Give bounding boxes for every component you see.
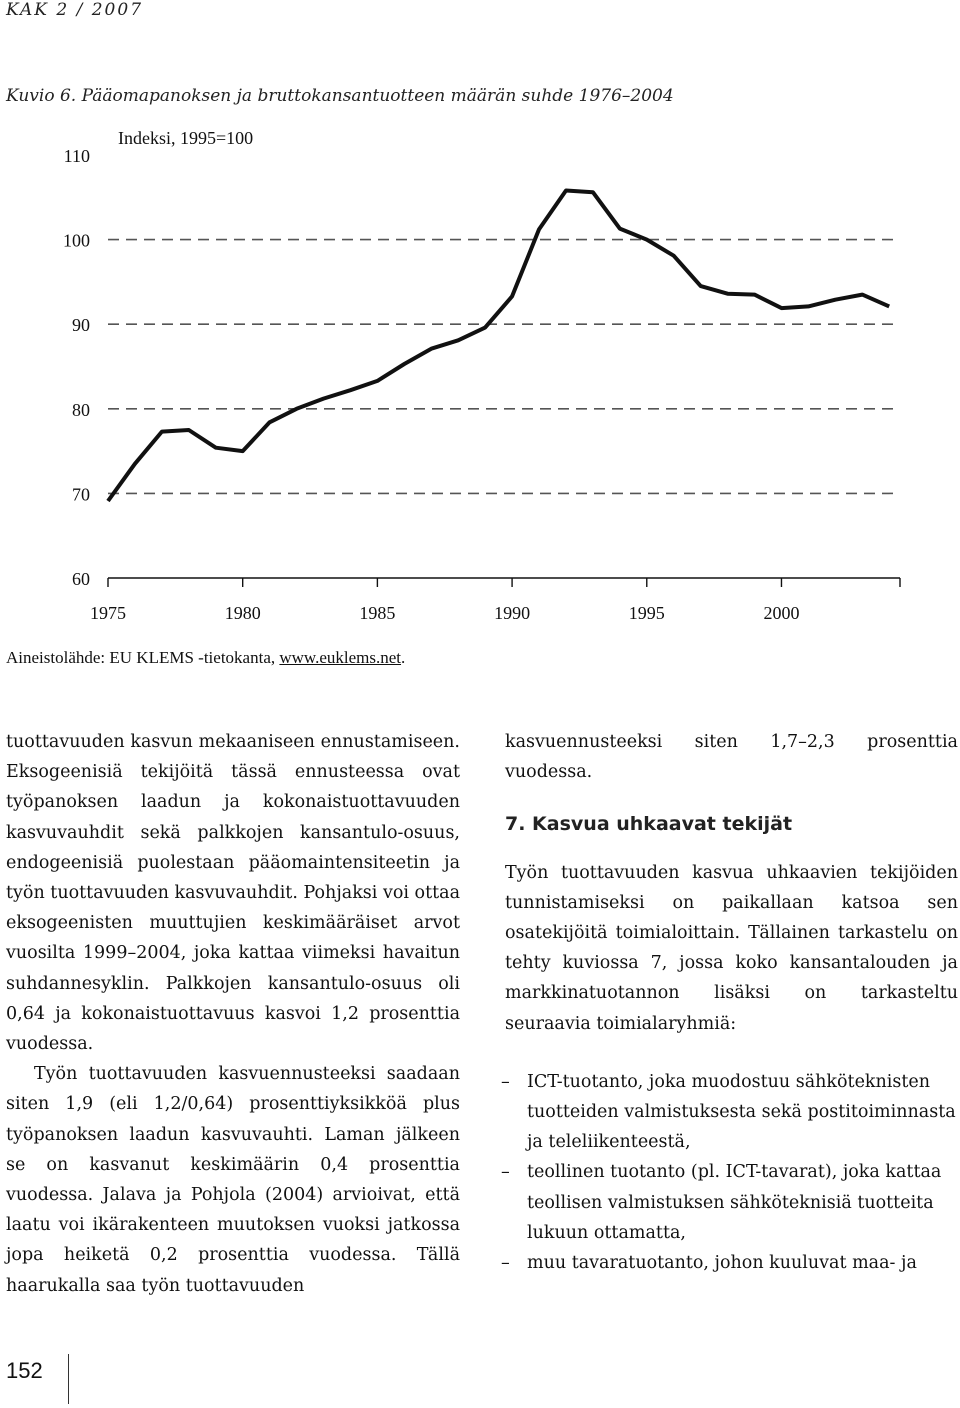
right-column [505,727,958,1278]
source-suffix: . [401,648,406,667]
y-axis-label: Indeksi, 1995=100 [118,128,254,148]
list-item: – muu tavaratuotanto, johon kuuluvat maa- ja [505,1248,958,1278]
left-column [6,727,460,1301]
x-tick-label: 1985 [359,603,396,623]
page-number: 152 [6,1358,43,1383]
paragraph: Työn tuottavuuden kasvua uhkaavien tekijöiden tunnistamiseksi on paikallaan katsoa sen osatekijöitä toimialoittain. Tällainen tarkastelu on tehty kuviossa 7, jossa koko kansantalouden ja markkinatuotannon lisäksi on tarkasteltu seuraavia toimialaryhmiä: [505,862,958,1034]
y-tick-label: 60 [72,569,90,589]
toimialaryhmat-list [505,1067,958,1278]
series-line [108,191,889,502]
y-tick-label: 90 [72,315,90,336]
source-text: Aineistolähde: EU KLEMS -tietokanta, [6,648,276,667]
figure-source [6,648,405,668]
x-tick-label: 2000 [763,603,800,623]
list-item: – ICT-tuotanto, joka muodostuu sähköteknisten tuotteiden valmistuksesta sekä postitoiminnasta ja teleliikenteestä, [505,1067,958,1158]
x-tick-label: 1990 [494,603,531,623]
x-tick-label: 1995 [628,603,665,623]
paragraph: tuottavuuden kasvun mekaaniseen ennustamiseen. Eksogeenisiä tekijöitä tässä ennusteessa ovat työpanoksen laadun ja kokonaistuottavuuden kasvuvauhdit sekä palkkojen kansantulo-osuus, endogeenisiä puolestaan pääomaintensiteetin ja työn tuottavuuden kasvuvauhdit. Pohjaksi voi ottaa eksogeenisten muuttujien keskimääräiset arvot vuosilta 1999–2004, joka kattaa viimeksi havaitun suhdannesyklin. Palkkojen kansantulo-osuus oli 0,64 ja kokonaistuottavuus kasvoi 1,2 prosenttia vuodessa. [6,732,460,1055]
section-heading: 7. Kasvua uhkaavat tekijät [505,813,793,836]
x-tick-label: 1980 [224,603,261,623]
list-item: – teollinen tuotanto (pl. ICT-tavarat), joka kattaa teollisen valmistuksen sähköteknisiä tuotteita lukuun ottamatta, [505,1157,958,1248]
paragraph: kasvuennusteeksi siten 1,7–2,3 prosenttia vuodessa. [505,732,958,783]
figure-caption: Kuvio 6. Pääomapanoksen ja bruttokansantuotteen määrän suhde 1976–2004 [6,86,674,106]
x-tick-label: 1975 [90,603,126,623]
paragraph: Työn tuottavuuden kasvuennusteeksi saadaan siten 1,9 (eli 1,2/0,64) prosenttiyksikköä plus työpanoksen laadun kasvuvauhti. Laman jälkeen se on kasvanut keskimäärin 0,4 prosenttia vuodessa. Jalava ja Pohjola (2004) arvioivat, että laatu voi ikärakenteen muutoksen vuoksi jatkossa jopa heiketä 0,2 prosenttia vuodessa. Tällä haarukalla saa työn tuottavuuden [6,1064,460,1296]
y-tick-label: 80 [72,399,90,420]
y-tick-label: 110 [63,146,90,166]
y-tick-label: 100 [63,230,90,251]
source-link[interactable]: www.euklems.net [279,648,402,667]
line-chart [0,120,960,630]
y-tick-label: 70 [72,484,90,505]
page-number-rule [68,1354,69,1404]
running-header: KAK 2 / 2007 [6,0,144,20]
